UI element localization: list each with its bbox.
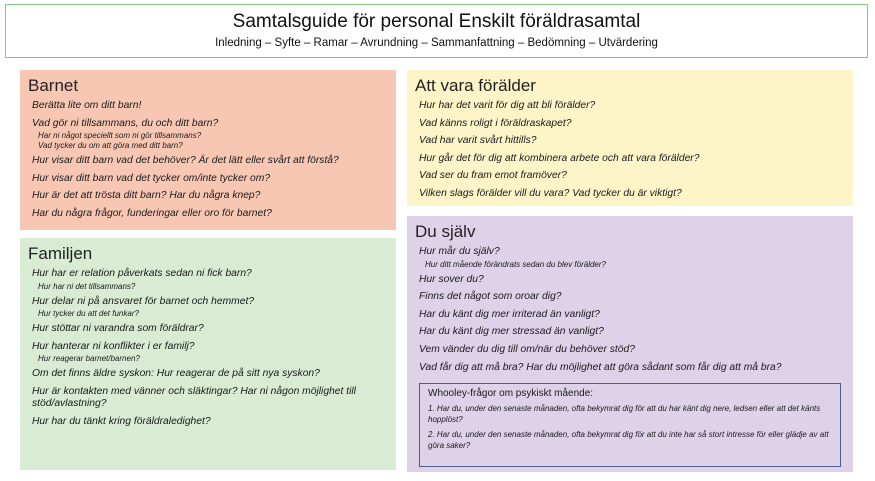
section-barnet — [20, 70, 396, 230]
sub-question: Hur har ni det tillsammans? — [38, 281, 136, 291]
section-att-vara-foralder — [407, 70, 853, 206]
question: Hur mår du själv? — [419, 246, 500, 257]
whooley-title: Whooley-frågor om psykiskt mående: — [428, 388, 594, 399]
section-du-sjalv — [407, 216, 853, 472]
question: Om det finns äldre syskon: Hur reagerar de på sitt nya syskon? — [32, 368, 320, 380]
whooley-box — [419, 383, 841, 467]
question: Har du känt dig mer irriterad än vanligt? — [419, 308, 600, 320]
question: Berätta lite om ditt barn! — [32, 100, 142, 111]
section-heading-sjalv: Du själv — [415, 222, 476, 241]
question: Hur stöttar ni varandra som föräldrar? — [32, 323, 204, 335]
question: Hur är kontakten med vänner och släktingar? Har ni någon möjlighet till stöd/avlastning? — [32, 385, 356, 409]
question: Hur delar ni på ansvaret för barnet och hemmet? — [32, 295, 255, 307]
question: Vilken slags förälder vill du vara? Vad tycker du är viktigt? — [419, 187, 682, 199]
sub-question: Hur reagerar barnet/barnen? — [38, 354, 140, 364]
sub-question: Hur ditt mående förändrats sedan du blev förälder? — [425, 259, 606, 269]
header-box — [5, 4, 868, 58]
section-heading-foralder: Att vara förälder — [415, 76, 536, 95]
question: Har du några frågor, funderingar eller oro för barnet? — [32, 207, 272, 219]
question: Vad får dig att må bra? Har du möjlighet att göra sådant som får dig att må bra? — [419, 361, 782, 373]
section-heading-familjen: Familjen — [28, 244, 93, 263]
question: Hur är det att trösta ditt barn? Har du några knep? — [32, 190, 261, 202]
question: Hur har du tänkt kring föräldraledighet? — [32, 415, 211, 427]
section-heading-barnet: Barnet — [28, 76, 79, 95]
question: Hur har er relation påverkats sedan ni fick barn? — [32, 268, 252, 279]
question: Hur visar ditt barn vad det tycker om/inte tycker om? — [32, 172, 271, 184]
question: Finns det något som oroar dig? — [419, 291, 562, 303]
question: Hur har det varit för dig att bli förälder? — [419, 100, 596, 111]
question: Hur visar ditt barn vad det behöver? Är det lätt eller svårt att förstå? — [32, 155, 339, 167]
question: Vad har varit svårt hittills? — [419, 135, 537, 147]
sub-question: Har ni något speciellt som ni gör tillsammans? — [38, 131, 202, 141]
question: Vad ser du fram emot framöver? — [419, 170, 567, 182]
question: Vad känns roligt i föräldraskapet? — [419, 117, 572, 129]
question: Vem vänder du dig till om/när du behöver stöd? — [419, 343, 635, 355]
question: Har du känt dig mer stressad än vanligt? — [419, 326, 604, 338]
page-title: Samtalsguide för personal Enskilt föräldrasamtal — [232, 11, 641, 32]
section-familjen — [20, 238, 396, 470]
sub-question: Hur tycker du att det funkar? — [38, 309, 139, 319]
whooley-item: 1. Har du, under den senaste månaden, ofta bekymrat dig för att du har känt dig nere, ledsen eller att det känts hopplöst? — [428, 404, 821, 424]
question: Hur går det för dig att kombinera arbete och att vara förälder? — [419, 152, 700, 164]
question: Hur sover du? — [419, 273, 484, 285]
sub-question: Vad tycker du om att göra med ditt barn? — [38, 141, 183, 151]
whooley-item: 2. Har du, under den senaste månaden, ofta bekymrat dig för att du inte har så stort intresse för eller glädje av att göra saker? — [428, 430, 829, 450]
question: Vad gör ni tillsammans, du och ditt barn? — [32, 117, 219, 129]
question: Hur hanterar ni konflikter i er familj? — [32, 340, 195, 352]
page-subtitle: Inledning – Syfte – Ramar – Avrundning – Sammanfattning – Bedömning – Utvärdering — [215, 37, 658, 49]
